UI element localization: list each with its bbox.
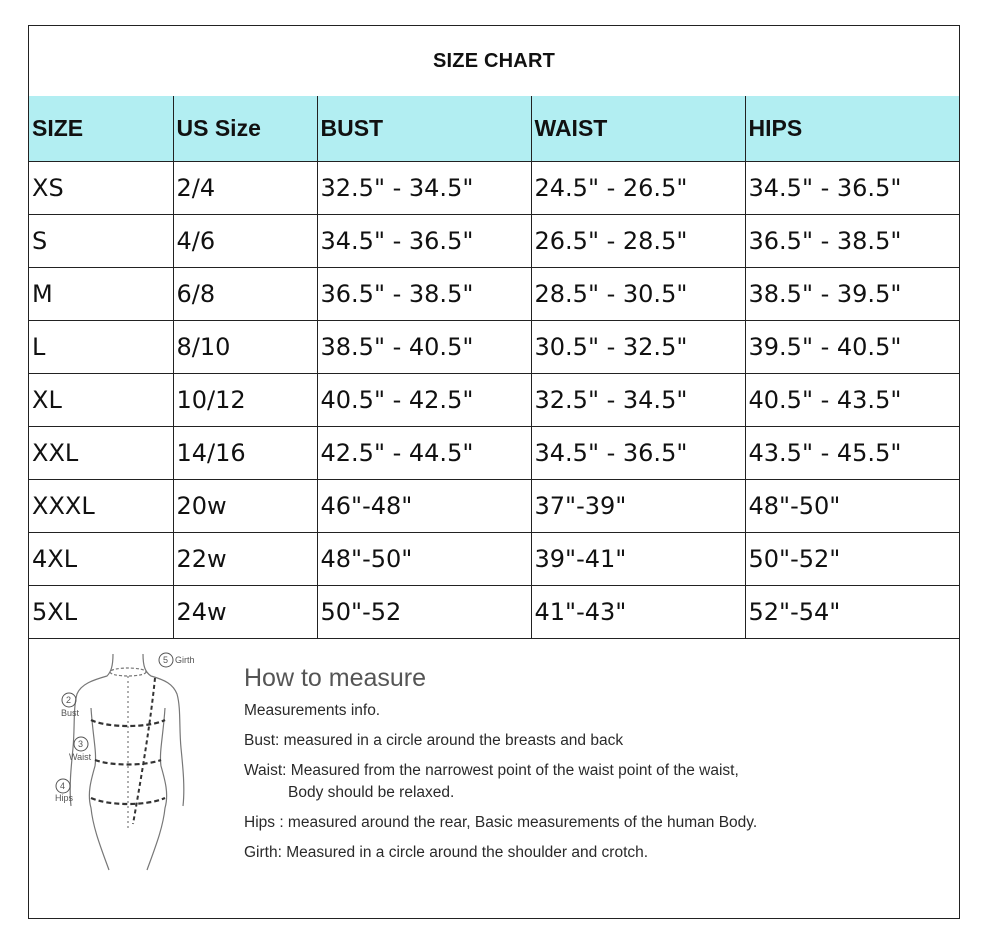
header-size: SIZE: [29, 96, 173, 162]
header-us-size: US Size: [173, 96, 317, 162]
cell-hips: 50"-52": [745, 533, 959, 586]
title-row: [29, 26, 959, 97]
table-row: [29, 268, 959, 321]
waist-instruction-continued: Body should be relaxed.: [288, 784, 455, 801]
bust-instruction: Bust: measured in a circle around the breasts and back: [244, 732, 624, 749]
cell-bust: 32.5" - 34.5": [317, 162, 531, 215]
table-row: [29, 321, 959, 374]
cell-waist: 41"-43": [531, 586, 745, 639]
header-row: [29, 96, 959, 162]
cell-waist: 30.5" - 32.5": [531, 321, 745, 374]
how-to-measure-title: How to measure: [244, 664, 427, 692]
cell-size: XXXL: [29, 480, 173, 533]
measurements-info: Measurements info.: [244, 702, 381, 719]
cell-us-size: 6/8: [173, 268, 317, 321]
girth-instruction: Girth: Measured in a circle around the shoulder and crotch.: [244, 844, 649, 861]
header-waist: WAIST: [531, 96, 745, 162]
hips-label: Hips: [55, 793, 74, 803]
cell-waist: 26.5" - 28.5": [531, 215, 745, 268]
table-row: [29, 586, 959, 639]
cell-waist: 37"-39": [531, 480, 745, 533]
cell-bust: 34.5" - 36.5": [317, 215, 531, 268]
cell-size: 5XL: [29, 586, 173, 639]
waist-number: 3: [78, 739, 84, 749]
cell-hips: 40.5" - 43.5": [745, 374, 959, 427]
cell-waist: 34.5" - 36.5": [531, 427, 745, 480]
cell-size: L: [29, 321, 173, 374]
body-outline-illustration: [47, 648, 237, 878]
measure-section: [29, 638, 959, 918]
header-hips: HIPS: [745, 96, 959, 162]
cell-us-size: 14/16: [173, 427, 317, 480]
cell-size: 4XL: [29, 533, 173, 586]
table-row: [29, 480, 959, 533]
cell-hips: 43.5" - 45.5": [745, 427, 959, 480]
cell-us-size: 10/12: [173, 374, 317, 427]
cell-us-size: 4/6: [173, 215, 317, 268]
cell-size: XS: [29, 162, 173, 215]
cell-waist: 39"-41": [531, 533, 745, 586]
cell-bust: 46"-48": [317, 480, 531, 533]
table-row: [29, 533, 959, 586]
cell-bust: 36.5" - 38.5": [317, 268, 531, 321]
how-to-measure: [244, 664, 944, 873]
cell-size: XL: [29, 374, 173, 427]
table-row: [29, 374, 959, 427]
cell-bust: 38.5" - 40.5": [317, 321, 531, 374]
cell-waist: 32.5" - 34.5": [531, 374, 745, 427]
table-row: [29, 162, 959, 215]
body-measurement-figure: [47, 648, 237, 878]
cell-us-size: 24w: [173, 586, 317, 639]
cell-hips: 34.5" - 36.5": [745, 162, 959, 215]
cell-hips: 48"-50": [745, 480, 959, 533]
cell-us-size: 8/10: [173, 321, 317, 374]
girth-label: Girth: [175, 655, 195, 665]
cell-size: M: [29, 268, 173, 321]
cell-size: S: [29, 215, 173, 268]
cell-us-size: 22w: [173, 533, 317, 586]
table-row: [29, 427, 959, 480]
cell-bust: 40.5" - 42.5": [317, 374, 531, 427]
hips-number: 4: [60, 781, 66, 791]
bust-number: 2: [66, 695, 72, 705]
cell-us-size: 20w: [173, 480, 317, 533]
cell-hips: 52"-54": [745, 586, 959, 639]
waist-label: Waist: [69, 752, 92, 762]
size-chart-frame: [28, 25, 960, 919]
girth-number: 5: [163, 655, 169, 665]
table-row: [29, 215, 959, 268]
header-bust: BUST: [317, 96, 531, 162]
waist-instruction: Waist: Measured from the narrowest point of the waist point of the waist,: [244, 762, 739, 779]
cell-hips: 36.5" - 38.5": [745, 215, 959, 268]
size-table: [29, 96, 959, 639]
chart-title: SIZE CHART: [433, 49, 555, 72]
cell-bust: 42.5" - 44.5": [317, 427, 531, 480]
bust-label: Bust: [61, 708, 80, 718]
cell-bust: 50"-52: [317, 586, 531, 639]
cell-waist: 28.5" - 30.5": [531, 268, 745, 321]
cell-hips: 38.5" - 39.5": [745, 268, 959, 321]
cell-size: XXL: [29, 427, 173, 480]
cell-us-size: 2/4: [173, 162, 317, 215]
hips-instruction: Hips : measured around the rear, Basic measurements of the human Body.: [244, 814, 758, 831]
cell-waist: 24.5" - 26.5": [531, 162, 745, 215]
cell-hips: 39.5" - 40.5": [745, 321, 959, 374]
cell-bust: 48"-50": [317, 533, 531, 586]
